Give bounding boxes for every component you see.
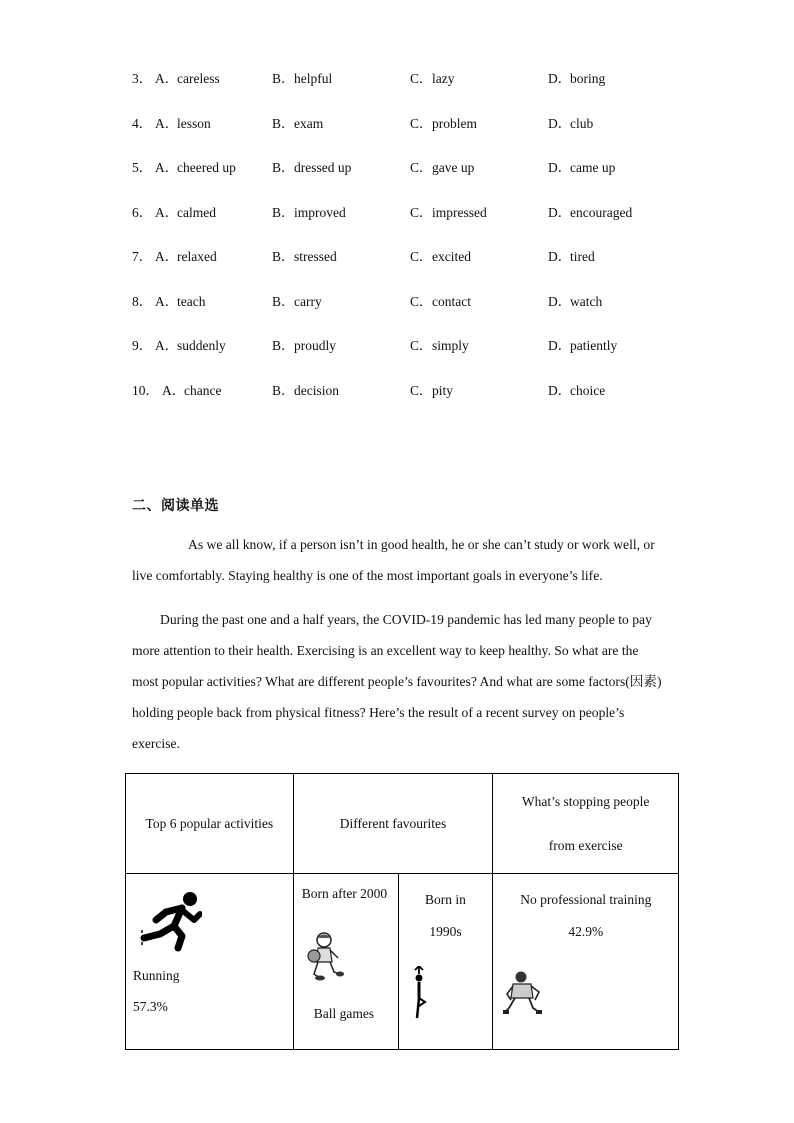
question-number: 3． — [132, 71, 153, 86]
option-letter: C． — [410, 204, 433, 220]
question-number: 6． — [132, 204, 153, 220]
option-text: exam — [294, 115, 324, 131]
option-d — [548, 379, 605, 399]
option-letter: C． — [410, 293, 433, 309]
option-c — [410, 379, 453, 399]
question-row — [0, 67, 794, 87]
option-text: lesson — [177, 115, 211, 131]
option-letter: B． — [272, 293, 295, 309]
option-b — [272, 67, 332, 87]
header-whats-stopping-line1: What’s stopping people — [521, 793, 650, 809]
option-c — [410, 334, 469, 354]
option-text: choice — [570, 382, 606, 398]
option-text: watch — [570, 293, 603, 309]
header-whats-stopping-line2: from exercise — [548, 837, 623, 853]
option-c — [410, 290, 471, 310]
option-c — [410, 112, 477, 132]
option-letter: D． — [548, 115, 572, 131]
cell-born-after-2000 — [293, 874, 398, 1050]
option-letter: A． — [155, 115, 179, 131]
option-text: stressed — [294, 249, 337, 264]
option-b — [272, 245, 337, 265]
option-d — [548, 245, 595, 265]
option-letter: B． — [272, 382, 295, 398]
option-text: helpful — [294, 71, 333, 86]
option-letter: B． — [272, 71, 295, 86]
option-letter: C． — [410, 382, 433, 398]
option-letter: D． — [548, 160, 572, 175]
option-text: suddenly — [177, 338, 226, 353]
question-number: 5． — [132, 160, 153, 175]
running-percent: 57.3% — [133, 999, 168, 1014]
option-text: boring — [570, 71, 606, 86]
option-letter: B． — [272, 338, 295, 353]
option-d — [548, 201, 632, 221]
option-a — [155, 245, 217, 265]
survey-table — [125, 773, 679, 1050]
option-c — [410, 245, 471, 265]
option-letter: D． — [548, 204, 572, 220]
option-letter: D． — [548, 293, 572, 309]
option-a — [155, 156, 236, 176]
option-letter: D． — [548, 338, 572, 353]
option-text: encouraged — [570, 204, 633, 220]
option-text: cheered up — [177, 160, 236, 175]
option-text: carry — [294, 293, 322, 309]
question-row — [0, 112, 794, 132]
header-different-favourites — [293, 774, 493, 874]
option-text: lazy — [432, 71, 455, 86]
option-letter: C． — [410, 338, 433, 353]
option-a — [155, 290, 205, 310]
question-number: 10． — [132, 382, 159, 398]
option-letter: A． — [155, 249, 179, 264]
option-d — [548, 334, 617, 354]
option-letter: B． — [272, 115, 295, 131]
option-text: tired — [570, 249, 595, 264]
born-after-2000-label: Born after 2000 — [301, 886, 388, 901]
option-text: calmed — [177, 204, 216, 220]
option-letter: A． — [155, 204, 179, 220]
option-text: contact — [432, 293, 471, 309]
tired-person-icon — [503, 970, 543, 1016]
option-a — [162, 379, 221, 399]
option-letter: B． — [272, 160, 295, 175]
question-row — [0, 290, 794, 310]
question-row — [0, 334, 794, 354]
option-letter: D． — [548, 71, 572, 86]
option-text: improved — [294, 204, 346, 220]
option-text: impressed — [432, 204, 487, 220]
option-letter: A． — [155, 71, 179, 86]
option-letter: D． — [548, 382, 572, 398]
question-number: 4． — [132, 115, 153, 131]
option-text: teach — [177, 293, 206, 309]
option-b — [272, 334, 336, 354]
option-text: chance — [184, 382, 222, 398]
option-text: club — [570, 115, 594, 131]
option-text: patiently — [570, 338, 618, 353]
option-text: pity — [432, 382, 454, 398]
option-d — [548, 290, 602, 310]
survey-body-row — [126, 874, 679, 1050]
option-b — [272, 112, 323, 132]
no-training-percent: 42.9% — [568, 924, 604, 939]
question-row — [0, 379, 794, 399]
ball-games-label: Ball games — [313, 1006, 375, 1021]
option-letter: C． — [410, 71, 433, 86]
question-row — [0, 156, 794, 176]
question-number: 8． — [132, 293, 153, 309]
option-c — [410, 156, 474, 176]
option-d — [548, 67, 605, 87]
option-b — [272, 379, 339, 399]
paragraph-2-text: During the past one and a half years, the COVID-19 pandemic has led many people to pay more attention to their health. Exercising is an excellent way to keep healthy. So what are the most popular activities? What are different people’s favourites? And what are some factors(因素) holding people back from physical fitness? Here’s the result of a recent survey on people’s exercise. — [132, 612, 662, 751]
option-text: dressed up — [294, 160, 352, 175]
question-row — [0, 201, 794, 221]
option-text: proudly — [294, 338, 336, 353]
header-different-favourites-text: Different favourites — [339, 815, 447, 831]
yoga-person-icon — [409, 966, 429, 1020]
option-a — [155, 334, 226, 354]
no-training-label: No professional training — [520, 892, 652, 907]
option-text: decision — [294, 382, 339, 398]
option-text: excited — [432, 249, 471, 264]
option-text: relaxed — [177, 249, 217, 264]
option-c — [410, 67, 455, 87]
header-top-activities — [126, 774, 294, 874]
cell-running — [126, 874, 294, 1050]
option-letter: A． — [155, 160, 179, 175]
born-1990s-label: 1990s — [429, 924, 462, 939]
header-top-activities-text: Top 6 popular activities — [145, 815, 274, 831]
option-letter: A． — [162, 382, 186, 398]
option-a — [155, 67, 220, 87]
cell-born-1990s — [398, 874, 493, 1050]
question-number: 7． — [132, 249, 153, 264]
option-letter: D． — [548, 249, 572, 264]
option-a — [155, 112, 211, 132]
option-text: gave up — [432, 160, 475, 175]
option-text: careless — [177, 71, 220, 86]
cell-no-training — [493, 874, 679, 1050]
header-whats-stopping — [493, 774, 679, 874]
option-b — [272, 156, 351, 176]
option-b — [272, 201, 346, 221]
option-a — [155, 201, 216, 221]
option-letter: C． — [410, 115, 433, 131]
running-label: Running — [133, 968, 180, 983]
option-b — [272, 290, 322, 310]
paragraph-1-text: As we all know, if a person isn’t in good health, he or she can’t study or work well, or live comfortably. Staying healthy is one of the most important goals in everyone’s life. — [132, 537, 655, 583]
option-letter: C． — [410, 249, 433, 264]
option-letter: B． — [272, 204, 295, 220]
option-d — [548, 112, 593, 132]
section-title: 二、阅读单选 — [132, 498, 219, 514]
paragraph-1 — [132, 529, 662, 591]
born-in-label: Born in — [425, 892, 466, 907]
option-letter: A． — [155, 338, 179, 353]
option-text: problem — [432, 115, 477, 131]
option-text: came up — [570, 160, 616, 175]
option-letter: A． — [155, 293, 179, 309]
paragraph-2 — [132, 604, 662, 759]
option-text: simply — [432, 338, 469, 353]
question-row — [0, 245, 794, 265]
option-d — [548, 156, 615, 176]
option-c — [410, 201, 487, 221]
option-letter: C． — [410, 160, 433, 175]
question-number: 9． — [132, 338, 153, 353]
option-letter: B． — [272, 249, 295, 264]
ball-player-icon — [304, 930, 344, 982]
running-person-icon — [138, 890, 202, 952]
survey-header-row — [126, 774, 679, 874]
